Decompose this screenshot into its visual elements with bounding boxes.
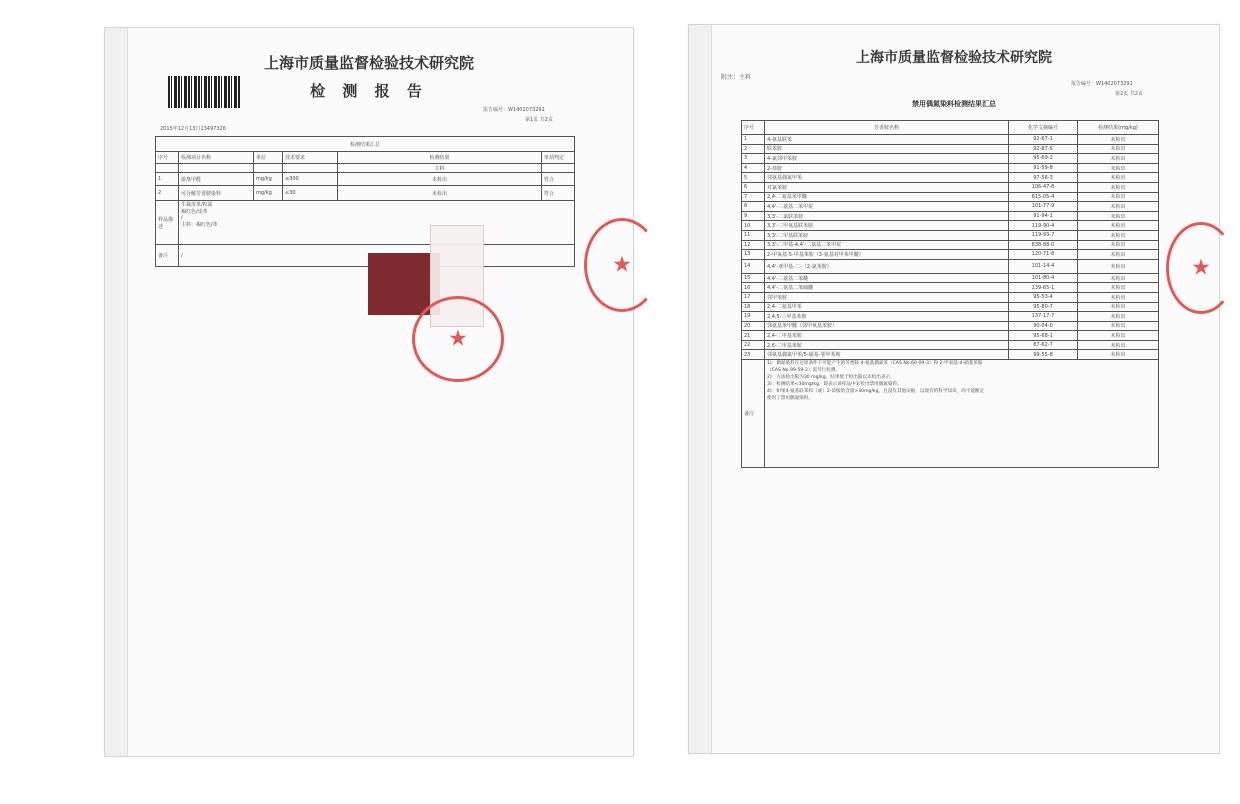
cell: 邻甲苯胺 — [765, 292, 1009, 302]
cell: 未检出 — [1078, 312, 1159, 322]
cell: 14 — [742, 259, 765, 273]
col-header: 单位 — [254, 152, 283, 164]
institute-title: 上海市质量监督检验技术研究院 — [856, 50, 1052, 66]
barcode-number: 2015年12月13日13497326 — [160, 126, 226, 132]
sample-description: 牛裁皮革/粒面 褐红色/皮革 / 主料：褐红色/革 — [179, 201, 575, 245]
cell: 未检出 — [1078, 331, 1159, 341]
remark-line: 2)：方法检出限为30 mg/kg，结果低于检出限以未检出表示。 — [767, 375, 895, 381]
cell: 95-68-1 — [1009, 331, 1078, 341]
cell: 101-80-4 — [1009, 273, 1078, 283]
cell: 未检出 — [1078, 240, 1159, 250]
table-row — [742, 230, 1159, 240]
page-info: 第2页 共2页 — [1115, 91, 1143, 97]
cell: 101-14-4 — [1009, 259, 1078, 273]
remark-value: / — [179, 245, 575, 267]
cell: 16 — [742, 283, 765, 293]
cell: 23 — [742, 350, 765, 360]
institute-title: 上海市质量监督检验技术研究院 — [263, 54, 474, 72]
cell: 3,3'-二甲基-4,4'-二氨基二苯甲烷 — [765, 240, 1009, 250]
cell: 97-56-3 — [1009, 173, 1078, 183]
cell: 4,4'-二氨基二苯醚 — [765, 273, 1009, 283]
table-row — [742, 202, 1159, 212]
azo-results-table — [741, 120, 1159, 468]
cell: 未检出 — [1078, 173, 1159, 183]
cell: 未检出 — [1078, 221, 1159, 231]
report-page-2 — [688, 24, 1220, 754]
cell: 19 — [742, 312, 765, 322]
col-header: 化学文摘编号 — [1009, 121, 1078, 135]
cell: 4,4'-二氨基二苯硫醚 — [765, 283, 1009, 293]
cell: 未检出 — [1078, 350, 1159, 360]
cell: 101-77-9 — [1009, 202, 1078, 212]
cell: 符合 — [542, 173, 575, 186]
col-header: 检测项目名称 — [179, 152, 254, 164]
official-seal-stamp: ★ — [1166, 222, 1236, 314]
cell: 未检出 — [1078, 144, 1159, 154]
cell: 可分解芳香胺染料 — [179, 186, 254, 201]
cell: 未检出 — [1078, 154, 1159, 164]
page-edge — [689, 25, 712, 753]
cell: mg/kg — [254, 186, 283, 201]
table-row — [742, 321, 1159, 331]
cell: 未检出 — [338, 186, 542, 201]
cell: 邻氨基偶氮甲苯 — [765, 173, 1009, 183]
cell: 137-17-7 — [1009, 312, 1078, 322]
cell: 20 — [742, 321, 765, 331]
cell: 13 — [742, 250, 765, 260]
table-row — [742, 340, 1159, 350]
table-row — [742, 192, 1159, 202]
cell: 2,4-二氨基甲苯 — [765, 302, 1009, 312]
table-row — [156, 186, 575, 201]
table-row — [742, 283, 1159, 293]
remark-line: 4)：如果4-氨基联苯和（或）2-萘胺的含量>30mg/kg，且没有其他证据，以现有的科学知识，尚不能断定 — [767, 389, 985, 395]
cell: 3 — [742, 154, 765, 164]
cell: 对氯苯胺 — [765, 182, 1009, 192]
cell: 95-53-4 — [1009, 292, 1078, 302]
table-row — [742, 135, 1159, 145]
table-row — [742, 173, 1159, 183]
cell: 3,3'-二甲基联苯胺 — [765, 230, 1009, 240]
table-row — [742, 144, 1159, 154]
cell: 119-90-4 — [1009, 221, 1078, 231]
summary-caption: 检测结果汇总 — [156, 137, 575, 152]
cell: 92-87-5 — [1009, 144, 1078, 154]
cell: 未检出 — [1078, 273, 1159, 283]
cell: 119-93-7 — [1009, 230, 1078, 240]
col-header: 检测结果(mg/kg) — [1078, 121, 1159, 135]
cell: 95-80-7 — [1009, 302, 1078, 312]
cell: 未检出 — [1078, 182, 1159, 192]
remark-label: 备注 — [156, 245, 179, 267]
cell: 10 — [742, 221, 765, 231]
cell: 4 — [742, 163, 765, 173]
cell: ≤30 — [283, 186, 338, 201]
report-page-1 — [104, 27, 634, 757]
table-row — [742, 182, 1159, 192]
remark-label: 备注 — [742, 360, 765, 468]
col-header: 单项判定 — [542, 152, 575, 164]
cell: 615-05-4 — [1009, 192, 1078, 202]
cell: 838-88-0 — [1009, 240, 1078, 250]
table-row — [742, 292, 1159, 302]
cell: 9 — [742, 211, 765, 221]
table-row — [742, 312, 1159, 322]
table-subtitle: 禁用偶氮染料检测结果汇总 — [912, 99, 996, 108]
cell: 11 — [742, 230, 765, 240]
cell: 2-萘胺 — [765, 163, 1009, 173]
cell: 3,3'-二氯联苯胺 — [765, 211, 1009, 221]
cell: 6 — [742, 182, 765, 192]
cell: 未检出 — [1078, 192, 1159, 202]
table-row — [742, 273, 1159, 283]
col-header: 芳香胺名称 — [765, 121, 1009, 135]
table-row — [742, 221, 1159, 231]
cell: 未检出 — [338, 173, 542, 186]
cell: 22 — [742, 340, 765, 350]
cell: 游离甲醛 — [179, 173, 254, 186]
sample-label: 样品描述 — [156, 201, 179, 245]
table-row — [742, 211, 1159, 221]
cell: 106-47-8 — [1009, 182, 1078, 192]
table-row — [742, 350, 1159, 360]
page-info: 第1页 共2页 — [525, 117, 553, 123]
cell: 7 — [742, 192, 765, 202]
remark-line: 3)：检测结果<30mg/kg，即表示该样品中未检出禁用偶氮染料。 — [767, 382, 902, 388]
cell: 未检出 — [1078, 163, 1159, 173]
cell: 87-62-7 — [1009, 340, 1078, 350]
cell: 未检出 — [1078, 283, 1159, 293]
barcode — [168, 76, 240, 108]
table-row — [156, 173, 575, 186]
remark-line: 1)：偶氮染料在还原条件下可能产生的芳香胺 4-氨基偶氮苯（CAS No.60-09-3）和 2-甲氧基-4-硝基苯胺 — [767, 361, 983, 367]
official-seal-stamp: ★ — [412, 296, 504, 382]
cell: 2-甲氧基-5-甲基苯胺（3-氨基对甲苯甲醚） — [765, 250, 1009, 260]
cell: 未检出 — [1078, 250, 1159, 260]
cell: 未检出 — [1078, 135, 1159, 145]
cell: 1 — [156, 173, 179, 186]
table-row — [742, 240, 1159, 250]
cell: 95-69-2 — [1009, 154, 1078, 164]
cell: 3,3'-二甲氧基联苯胺 — [765, 221, 1009, 231]
official-seal-stamp: ★ — [584, 218, 660, 312]
cell: 1 — [742, 135, 765, 145]
cell: 91-94-1 — [1009, 211, 1078, 221]
cell: 21 — [742, 331, 765, 341]
table-row — [742, 154, 1159, 164]
cell: 15 — [742, 273, 765, 283]
cell: 邻氨基偶氮甲苯/5-硝基-邻甲苯胺 — [765, 350, 1009, 360]
cell: 92-67-1 — [1009, 135, 1078, 145]
remark-line: 使用了禁用偶氮染料。 — [767, 396, 813, 402]
cell: 未检出 — [1078, 302, 1159, 312]
col-header: 序号 — [742, 121, 765, 135]
result-subheader: 主料 — [338, 164, 542, 173]
cell: 未检出 — [1078, 321, 1159, 331]
cell: ≤300 — [283, 173, 338, 186]
cell: 邻氨基苯甲醚（邻甲氧基苯胺） — [765, 321, 1009, 331]
cell: 4,4'-亚甲基-二-（2-氯苯胺） — [765, 259, 1009, 273]
document-title: 检 测 报 告 — [310, 82, 428, 100]
cell: 未检出 — [1078, 230, 1159, 240]
remark-line: （CAS No.99-59-2）需另行检测。 — [767, 368, 841, 374]
col-header: 检测结果 — [338, 152, 542, 164]
table-row — [742, 250, 1159, 260]
cell: 未检出 — [1078, 202, 1159, 212]
col-header: 序号 — [156, 152, 179, 164]
cell: 未检出 — [1078, 340, 1159, 350]
cell: 2,4-二氨基苯甲醚 — [765, 192, 1009, 202]
cell: 4-氯邻甲苯胺 — [765, 154, 1009, 164]
table-row — [742, 302, 1159, 312]
cell: mg/kg — [254, 173, 283, 186]
results-summary-table — [155, 136, 575, 267]
cell: 4-氨基联苯 — [765, 135, 1009, 145]
cell: 120-71-8 — [1009, 250, 1078, 260]
cell: 2,4,5-三甲基苯胺 — [765, 312, 1009, 322]
left-note: 附注：主料 — [721, 74, 752, 81]
cell: 2,6-二甲基苯胺 — [765, 340, 1009, 350]
table-row — [742, 163, 1159, 173]
cell: 符合 — [542, 186, 575, 201]
cell: 12 — [742, 240, 765, 250]
table-row — [742, 259, 1159, 273]
cell: 4,4'-二氨基二苯甲烷 — [765, 202, 1009, 212]
page-edge — [105, 28, 128, 756]
report-number: 报告编号：W1402073291 — [483, 107, 545, 113]
cell: 未检出 — [1078, 292, 1159, 302]
remark-notes — [765, 360, 1159, 468]
cell: 未检出 — [1078, 259, 1159, 273]
cell: 未检出 — [1078, 211, 1159, 221]
cell: 91-59-8 — [1009, 163, 1078, 173]
cell: 17 — [742, 292, 765, 302]
cell: 2 — [156, 186, 179, 201]
cell: 5 — [742, 173, 765, 183]
cell: 2 — [742, 144, 765, 154]
cell: 139-65-1 — [1009, 283, 1078, 293]
report-number: 报告编号：W1402073291 — [1071, 81, 1133, 87]
cell: 联苯胺 — [765, 144, 1009, 154]
cell: 2,4-二甲基苯胺 — [765, 331, 1009, 341]
cell: 90-04-0 — [1009, 321, 1078, 331]
col-header: 技术要求 — [283, 152, 338, 164]
cell: 99-55-8 — [1009, 350, 1078, 360]
cell: 8 — [742, 202, 765, 212]
table-row — [742, 331, 1159, 341]
cell: 18 — [742, 302, 765, 312]
